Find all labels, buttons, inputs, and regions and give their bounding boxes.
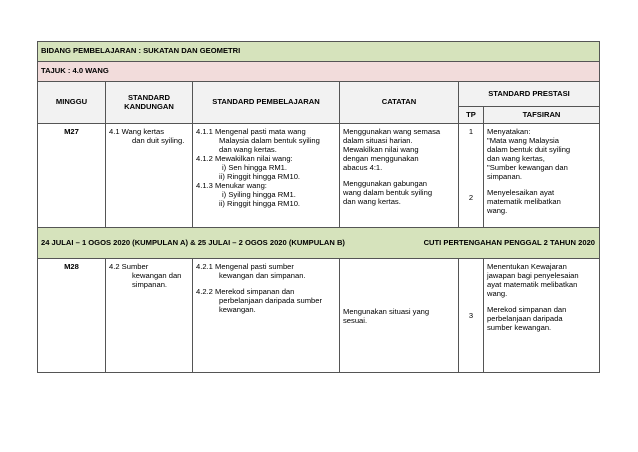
bidang-text: BIDANG PEMBELAJARAN : SUKATAN DAN GEOMETRI <box>41 46 241 56</box>
text-line: jawapan bagi penyelesaian <box>487 270 579 280</box>
text-line: i) Syiling hingga RM1. <box>222 189 296 199</box>
text-line: dan duit syiling. <box>132 135 185 145</box>
row1-kandungan <box>106 124 193 228</box>
text-line: kewangan dan simpanan. <box>219 270 306 280</box>
text-line: ii) Ringgit hingga RM10. <box>219 171 301 181</box>
text-line: 4.1.3 Menukar wang: <box>196 180 267 190</box>
row2-tafsiran <box>484 259 600 373</box>
header-tp: TP <box>459 107 484 124</box>
text-line: Menggunakan wang semasa <box>343 127 441 136</box>
text-line: 4.1.2 Mewakilkan nilai wang: <box>196 153 293 163</box>
header-minggu: MINGGU <box>38 82 106 124</box>
text-line: 4.1 Wang kertas <box>109 127 165 136</box>
text-line: sesuai. <box>343 315 368 325</box>
text-line: Menyelesaikan ayat <box>487 187 555 197</box>
rpt-table <box>37 41 600 373</box>
row2-catatan <box>340 259 459 373</box>
text-line: abacus 4:1. <box>343 162 383 172</box>
row2-tp: 3 <box>459 259 484 373</box>
holiday-row <box>38 228 600 259</box>
text-line: dan wang kertas. <box>219 144 277 154</box>
text-line: Mengunakan situasi yang <box>343 306 430 316</box>
text-line: dalam situasi harian. <box>343 135 413 145</box>
text-line: wang. <box>487 288 508 298</box>
text-line: simpanan. <box>487 171 523 181</box>
text-line: Menggunakan gabungan <box>343 178 428 188</box>
holiday-label: CUTI PERTENGAHAN PENGGAL 2 TAHUN 2020 <box>423 237 596 247</box>
text-line: wang dalam bentuk syiling <box>343 187 433 197</box>
header-kandungan <box>106 82 193 124</box>
row1-minggu: M27 <box>38 124 106 228</box>
text-line: Menyatakan: <box>487 127 531 136</box>
row2-kandungan <box>106 259 193 373</box>
text-line: 4.1.1 Mengenal pasti mata wang <box>196 127 306 136</box>
holiday-dates: 24 JULAI – 1 OGOS 2020 (KUMPULAN A) & 25 JULAI – 2 OGOS 2020 (KUMPULAN B) <box>41 237 345 247</box>
text-line: Merekod simpanan dan <box>487 304 567 314</box>
header-kandungan-line2: KANDUNGAN <box>124 101 174 111</box>
text-line: dan wang kertas. <box>343 196 401 206</box>
text-line: kewangan. <box>219 304 256 314</box>
text-line: perbelanjaan daripada sumber <box>219 295 323 305</box>
header-catatan: CATATAN <box>340 82 459 124</box>
row1-pembelajaran <box>193 124 340 228</box>
tp-value: 2 <box>468 192 474 202</box>
text-line: Malaysia dalam bentuk syiling <box>219 135 320 145</box>
text-line: ii) Ringgit hingga RM10. <box>219 198 301 208</box>
text-line: i) Sen hingga RM1. <box>222 162 288 172</box>
tp-value: 1 <box>468 127 474 136</box>
text-line: 4.2 Sumber <box>109 262 149 271</box>
text-line: dengan menggunakan <box>343 153 419 163</box>
text-line: Menentukan Kewajaran <box>487 262 567 271</box>
header-pembelajaran: STANDARD PEMBELAJARAN <box>193 82 340 124</box>
tajuk-row <box>38 62 600 82</box>
row1-tafsiran <box>484 124 600 228</box>
text-line: simpanan. <box>132 279 168 289</box>
text-line: dan wang kertas, <box>487 153 545 163</box>
text-line: 4.2.1 Mengenal pasti sumber <box>196 262 294 271</box>
text-line: 4.2.2 Merekod simpanan dan <box>196 286 295 296</box>
text-line: sumber kewangan. <box>487 322 552 332</box>
row2-minggu: M28 <box>38 259 106 373</box>
bidang-row <box>38 42 600 62</box>
text-line: dalam bentuk duit syiling <box>487 144 571 154</box>
text-line: perbelanjaan daripada <box>487 313 563 323</box>
text-line: "Mata wang Malaysia <box>487 135 559 145</box>
text-line: kewangan dan <box>132 270 182 280</box>
text-line: matematik melibatkan <box>487 196 561 206</box>
text-line: ayat matematik melibatkan <box>487 279 578 289</box>
text-line: wang. <box>487 205 508 215</box>
tajuk-text: TAJUK : 4.0 WANG <box>41 66 109 76</box>
text-line: Mewakilkan nilai wang <box>343 144 419 154</box>
header-tafsiran: TAFSIRAN <box>484 107 600 124</box>
row2-pembelajaran <box>193 259 340 373</box>
header-prestasi: STANDARD PRESTASI <box>459 82 600 107</box>
row1-catatan <box>340 124 459 228</box>
text-line: "Sumber kewangan dan <box>487 162 568 172</box>
row1-tp <box>459 124 484 228</box>
header-kandungan-line1: STANDARD <box>127 92 171 102</box>
